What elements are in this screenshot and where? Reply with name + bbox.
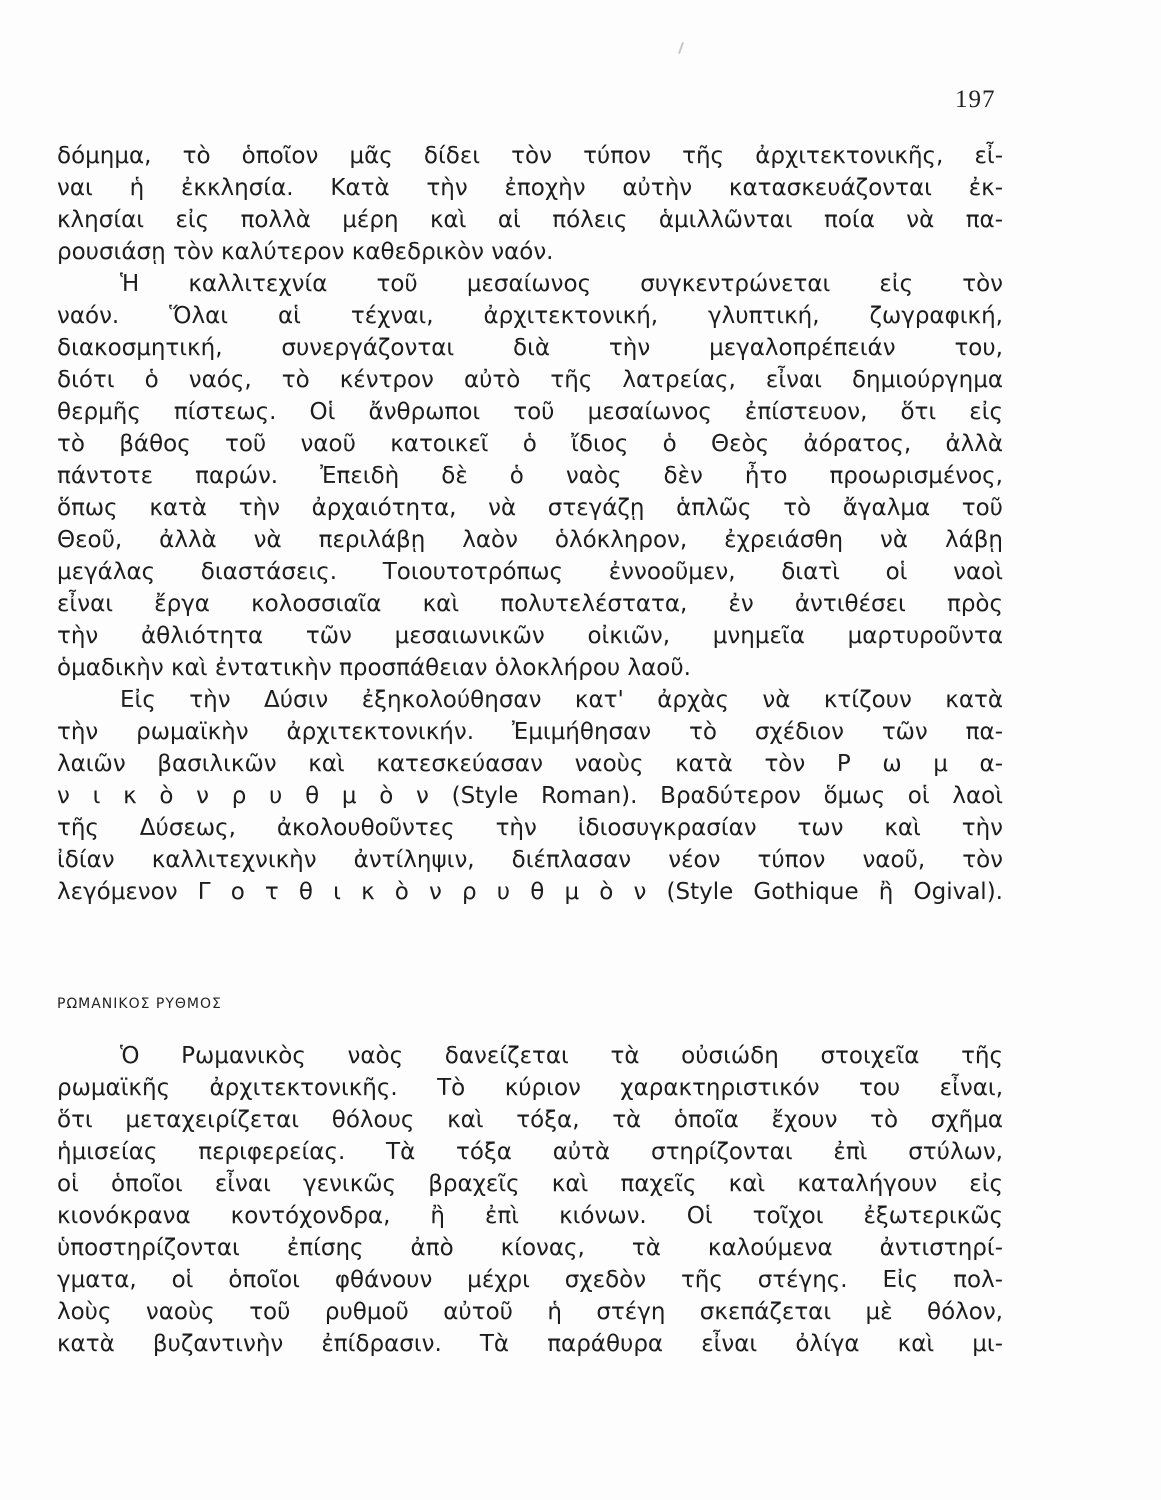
text-line: διότι ὁ ναός, τὸ κέντρον αὐτὸ τῆς λατρείας, εἶναι δημιούργημα xyxy=(57,367,1003,393)
text-line: δόμημα, τὸ ὁποῖον μᾶς δίδει τὸν τύπον τῆς ἀρχιτεκτονικῆς, εἶ- xyxy=(57,143,1003,169)
text-line: ρουσιάσῃ τὸν καλύτερον καθεδρικὸν ναόν. xyxy=(57,239,554,265)
text-line: κλησίαι εἰς πολλὰ μέρη καὶ αἱ πόλεις ἁμιλλῶνται ποία νὰ πα- xyxy=(57,207,1003,233)
text-line: εἶναι ἔργα κολοσσιαῖα καὶ πολυτελέστατα, ἐν ἀντιθέσει πρὸς xyxy=(57,591,1003,617)
text-line: θερμῆς πίστεως. Οἱ ἄνθρωποι τοῦ μεσαίωνος ἐπίστευον, ὅτι εἰς xyxy=(57,399,1003,425)
text-line: ὅτι μεταχειρίζεται θόλους καὶ τόξα, τὰ ὁποῖα ἔχουν τὸ σχῆμα xyxy=(57,1107,1003,1133)
text-line: ὑποστηρίζονται ἐπίσης ἀπὸ κίονας, τὰ καλούμενα ἀντιστηρί- xyxy=(57,1235,1003,1261)
text-line: τὴν ρωμαϊκὴν ἀρχιτεκτονικήν. Ἐμιμήθησαν τὸ σχέδιον τῶν πα- xyxy=(57,719,1003,745)
text-line: τὴν ἀθλιότητα τῶν μεσαιωνικῶν οἰκιῶν, μνημεῖα μαρτυροῦντα xyxy=(57,623,1003,649)
text-line: Ἡ καλλιτεχνία τοῦ μεσαίωνος συγκεντρώνεται εἰς τὸν xyxy=(120,271,1003,297)
section-heading: ΡΩΜΑΝΙΚΟΣ ΡΥΘΜΟΣ xyxy=(57,996,222,1012)
text-line: τῆς Δύσεως, ἀκολουθοῦντες τὴν ἰδιοσυγκρασίαν των καὶ τὴν xyxy=(57,815,1003,841)
text-line: ἡμισείας περιφερείας. Τὰ τόξα αὐτὰ στηρίζονται ἐπὶ στύλων, xyxy=(57,1139,1003,1165)
text-line: λοὺς ναοὺς τοῦ ρυθμοῦ αὐτοῦ ἡ στέγη σκεπάζεται μὲ θόλον, xyxy=(57,1299,1003,1325)
text-line: τὸ βάθος τοῦ ναοῦ κατοικεῖ ὁ ἴδιος ὁ Θεὸς ἀόρατος, ἀλλὰ xyxy=(57,431,1003,457)
page-number: 197 xyxy=(955,86,996,113)
text-line: Θεοῦ, ἀλλὰ νὰ περιλάβῃ λαὸν ὁλόκληρον, ἐχρειάσθη νὰ λάβῃ xyxy=(57,527,1003,553)
text-line: πάντοτε παρών. Ἐπειδὴ δὲ ὁ ναὸς δὲν ἦτο προωρισμένος, xyxy=(57,463,1003,489)
text-line: κατὰ βυζαντινὴν ἐπίδρασιν. Τὰ παράθυρα εἶναι ὀλίγα καὶ μι- xyxy=(57,1331,1003,1357)
text-line: λαιῶν βασιλικῶν καὶ κατεσκεύασαν ναοὺς κατὰ τὸν Ρ ω μ α- xyxy=(57,751,1003,777)
text-line: οἱ ὁποῖοι εἶναι γενικῶς βραχεῖς καὶ παχεῖς καὶ καταλήγουν εἰς xyxy=(57,1171,1003,1197)
text-line: Εἰς τὴν Δύσιν ἐξηκολούθησαν κατ' ἀρχὰς νὰ κτίζουν κατὰ xyxy=(120,687,1003,713)
text-line: κιονόκρανα κοντόχονδρα, ἢ ἐπὶ κιόνων. Οἱ τοῖχοι ἐξωτερικῶς xyxy=(57,1203,1003,1229)
text-line: λεγόμενον Γ ο τ θ ι κ ὸ ν ρ υ θ μ ὸ ν (Style Gothique ἢ Ogival). xyxy=(57,879,1003,905)
text-line: γματα, οἱ ὁποῖοι φθάνουν μέχρι σχεδὸν τῆς στέγης. Εἰς πολ- xyxy=(57,1267,1003,1293)
text-line: ρωμαϊκῆς ἀρχιτεκτονικῆς. Τὸ κύριον χαρακτηριστικόν του εἶναι, xyxy=(57,1075,1003,1101)
text-line: ὅπως κατὰ τὴν ἀρχαιότητα, νὰ στεγάζῃ ἁπλῶς τὸ ἄγαλμα τοῦ xyxy=(57,495,1003,521)
text-line: μεγάλας διαστάσεις. Τοιουτοτρόπως ἐννοοῦμεν, διατὶ οἱ ναοὶ xyxy=(57,559,1003,585)
text-line: ἰδίαν καλλιτεχνικὴν ἀντίληψιν, διέπλασαν νέον τύπον ναοῦ, τὸν xyxy=(57,847,1003,873)
text-line: ν ι κ ὸ ν ρ υ θ μ ὸ ν (Style Roman). Βραδύτερον ὅμως οἱ λαοὶ xyxy=(57,783,1003,809)
text-line: διακοσμητική, συνεργάζονται διὰ τὴν μεγαλοπρέπειάν του, xyxy=(57,335,1003,361)
text-line: Ὁ Ρωμανικὸς ναὸς δανείζεται τὰ οὐσιώδη στοιχεῖα τῆς xyxy=(120,1043,1003,1069)
text-line: ναόν. Ὅλαι αἱ τέχναι, ἀρχιτεκτονική, γλυπτική, ζωγραφική, xyxy=(57,303,1003,329)
scan-mark xyxy=(678,42,684,54)
text-line: ναι ἡ ἐκκλησία. Κατὰ τὴν ἐποχὴν αὐτὴν κατασκευάζονται ἐκ- xyxy=(57,175,1003,201)
text-line: ὁμαδικὴν καὶ ἐντατικὴν προσπάθειαν ὁλοκλήρου λαοῦ. xyxy=(57,655,691,681)
